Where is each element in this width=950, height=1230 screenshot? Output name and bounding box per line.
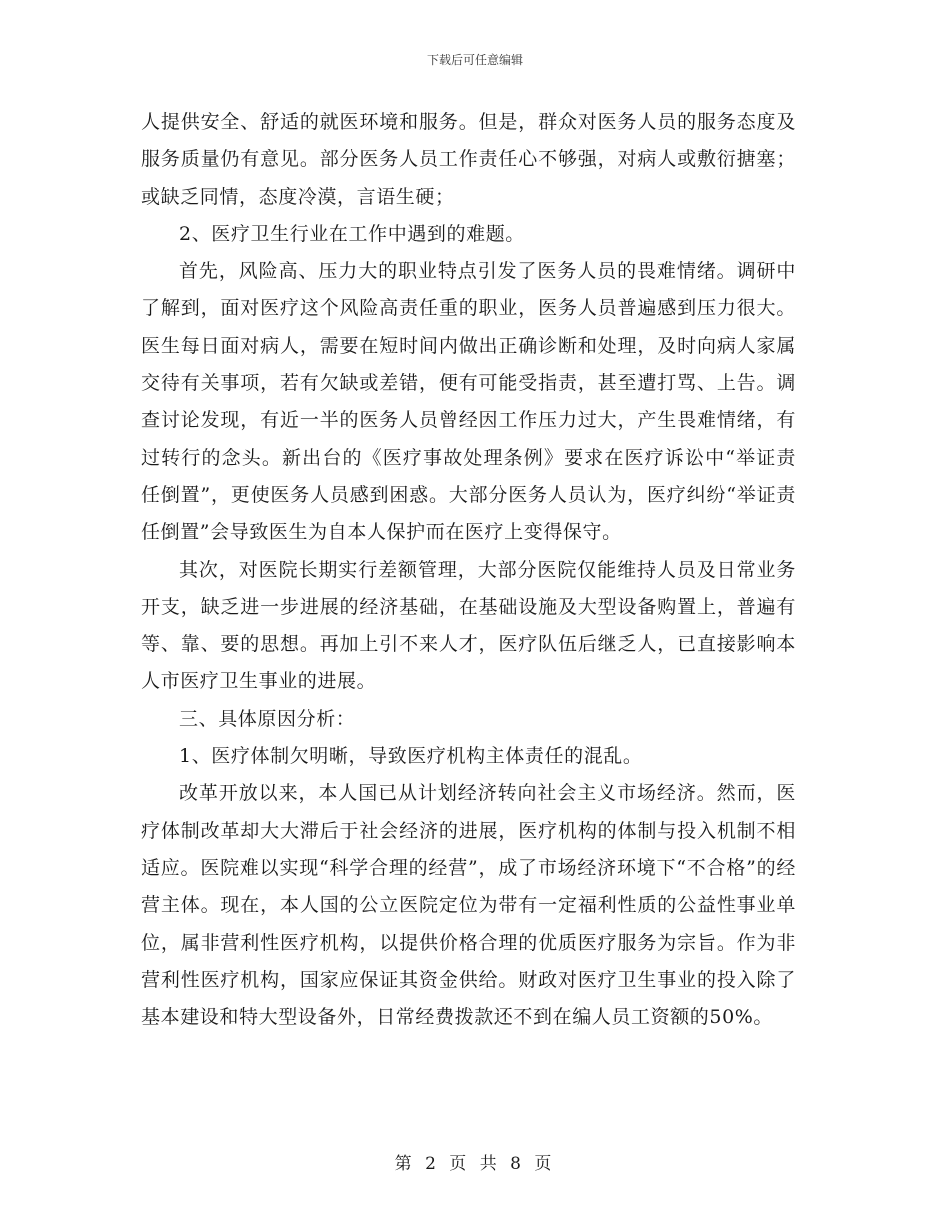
page-number: 第 2 页 共 8 页 <box>394 1154 556 1174</box>
page-header-note: 下载后可任意编辑 <box>426 53 523 67</box>
paragraph-4: 其次，对医院长期实行差额管理，大部分医院仅能维持人员及日常业务开支，缺乏进一步进展的经济基础，在基础设施及大型设备购置上，普遍有等、靠、要的思想。再加上引不来人才，医疗队伍后继乏人，已直接影响本人市医疗卫生事业的进展。 <box>141 558 796 693</box>
paragraph-1: 人提供安全、舒适的就医环境和服务。但是，群众对医务人员的服务态度及服务质量仍有意见。部分医务人员工作责任心不够强，对病人或敷衍搪塞；或缺乏同情，态度冷漠，言语生硬； <box>141 111 796 208</box>
paragraph-3: 首先，风险高、压力大的职业特点引发了医务人员的畏难情绪。调研中了解到，面对医疗这个风险高责任重的职业，医务人员普遍感到压力很大。医生每日面对病人，需要在短时间内做出正确诊断和处理，及时向病人家属交待有关事项，若有欠缺或差错，便有可能受指责，甚至遭打骂、上告。调查讨论发现，有近一半的医务人员曾经因工作压力过大，产生畏难情绪，有过转行的念头。新出台的《医疗事故处理条例》要求在医疗诉讼中“举证责任倒置”，更使医务人员感到困惑。大部分医务人员认为，医疗纠纷“举证责任倒置”会导致医生为自本人保护而在医疗上变得保守。 <box>141 260 796 544</box>
paragraph-7: 改革开放以来，本人国已从计划经济转向社会主义市场经济。然而，医疗体制改革却大大滞后于社会经济的进展，医疗机构的体制与投入机制不相适应。医院难以实现“科学合理的经营”，成了市场经济环境下“不合格”的经营主体。现在，本人国的公立医院定位为带有一定福利性质的公益性事业单位，属非营利性医疗机构，以提供价格合理的优质医疗服务为宗旨。作为非营利性医疗机构，国家应保证其资金供给。财政对医疗卫生事业的投入除了基本建设和特大型设备外，日常经费拨款还不到在编人员工资额的50%。 <box>141 782 796 1029</box>
paragraph-2: 2、医疗卫生行业在工作中遇到的难题。 <box>179 222 525 245</box>
paragraph-5: 三、具体原因分析： <box>179 707 356 730</box>
document-body <box>141 104 796 1036</box>
paragraph-6: 1、医疗体制欠明晰，导致医疗机构主体责任的混乱。 <box>179 745 643 768</box>
